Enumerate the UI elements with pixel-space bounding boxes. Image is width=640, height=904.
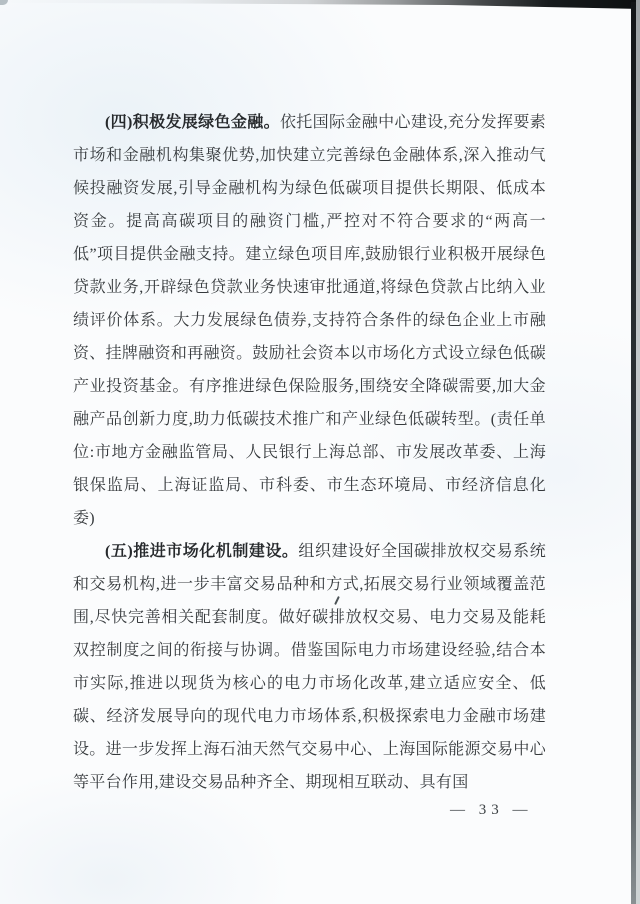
paragraph-4-text: 依托国际金融中心建设,充分发挥要素市场和金融机构集聚优势,加快建立完善绿色金融体系,深入推动气候投融资发展,引导金融机构为绿色低碳项目提供长期限、低成本资金。提高高碳项目的融资门槛,严控对不符合要求的“两高一低”项目提供金融支持。建立绿色项目库,鼓励银行业积极开展绿色贷款业务,开辟绿色贷款业务快速审批通道,将绿色贷款占比纳入业绩评价体系。大力发展绿色债券,支持符合条件的绿色企业上市融资、挂牌融资和再融资。鼓励社会资本以市场化方式设立绿色低碳产业投资基金。有序推进绿色保险服务,围绕安全降碳需要,加大金融产品创新力度,助力低碳技术推广和产业绿色低碳转型。(责任单位:市地方金融监管局、人民银行上海总部、市发展改革委、上海银保监局、上海证监局、市科委、市生态环境局、市经济信息化委) [73, 114, 546, 527]
page-number: — 33 — [450, 802, 533, 818]
paragraph-5-text: 组织建设好全国碳排放权交易系统和交易机构,进一步丰富交易品种和方式,拓展交易行业领域覆盖范围,尽快完善相关配套制度。做好碳排放权交易、电力交易及能耗双控制度之间的衔接与协调。借鉴国际电力市场建设经验,结合本市实际,推进以现货为核心的电力市场化改革,建立适应安全、低碳、经济发展导向的现代电力市场体系,积极探索电力金融市场建设。进一步发挥上海石油天然气交易中心、上海国际能源交易中心等平台作用,建设交易品种齐全、期现相互联动、具有国 [73, 543, 546, 791]
paragraph-4-heading: (四)积极发展绿色金融。 [105, 114, 280, 131]
paragraph-section-4 [73, 106, 546, 535]
paragraph-5-heading: (五)推进市场化机制建设。 [105, 543, 299, 560]
scan-artifact-top-left-speck [0, 0, 8, 5]
scan-artifact-top-edge [0, 0, 640, 9]
document-body [73, 106, 546, 799]
paragraph-section-5 [73, 535, 546, 799]
scan-artifact-right-edge-light-line [636, 0, 640, 904]
